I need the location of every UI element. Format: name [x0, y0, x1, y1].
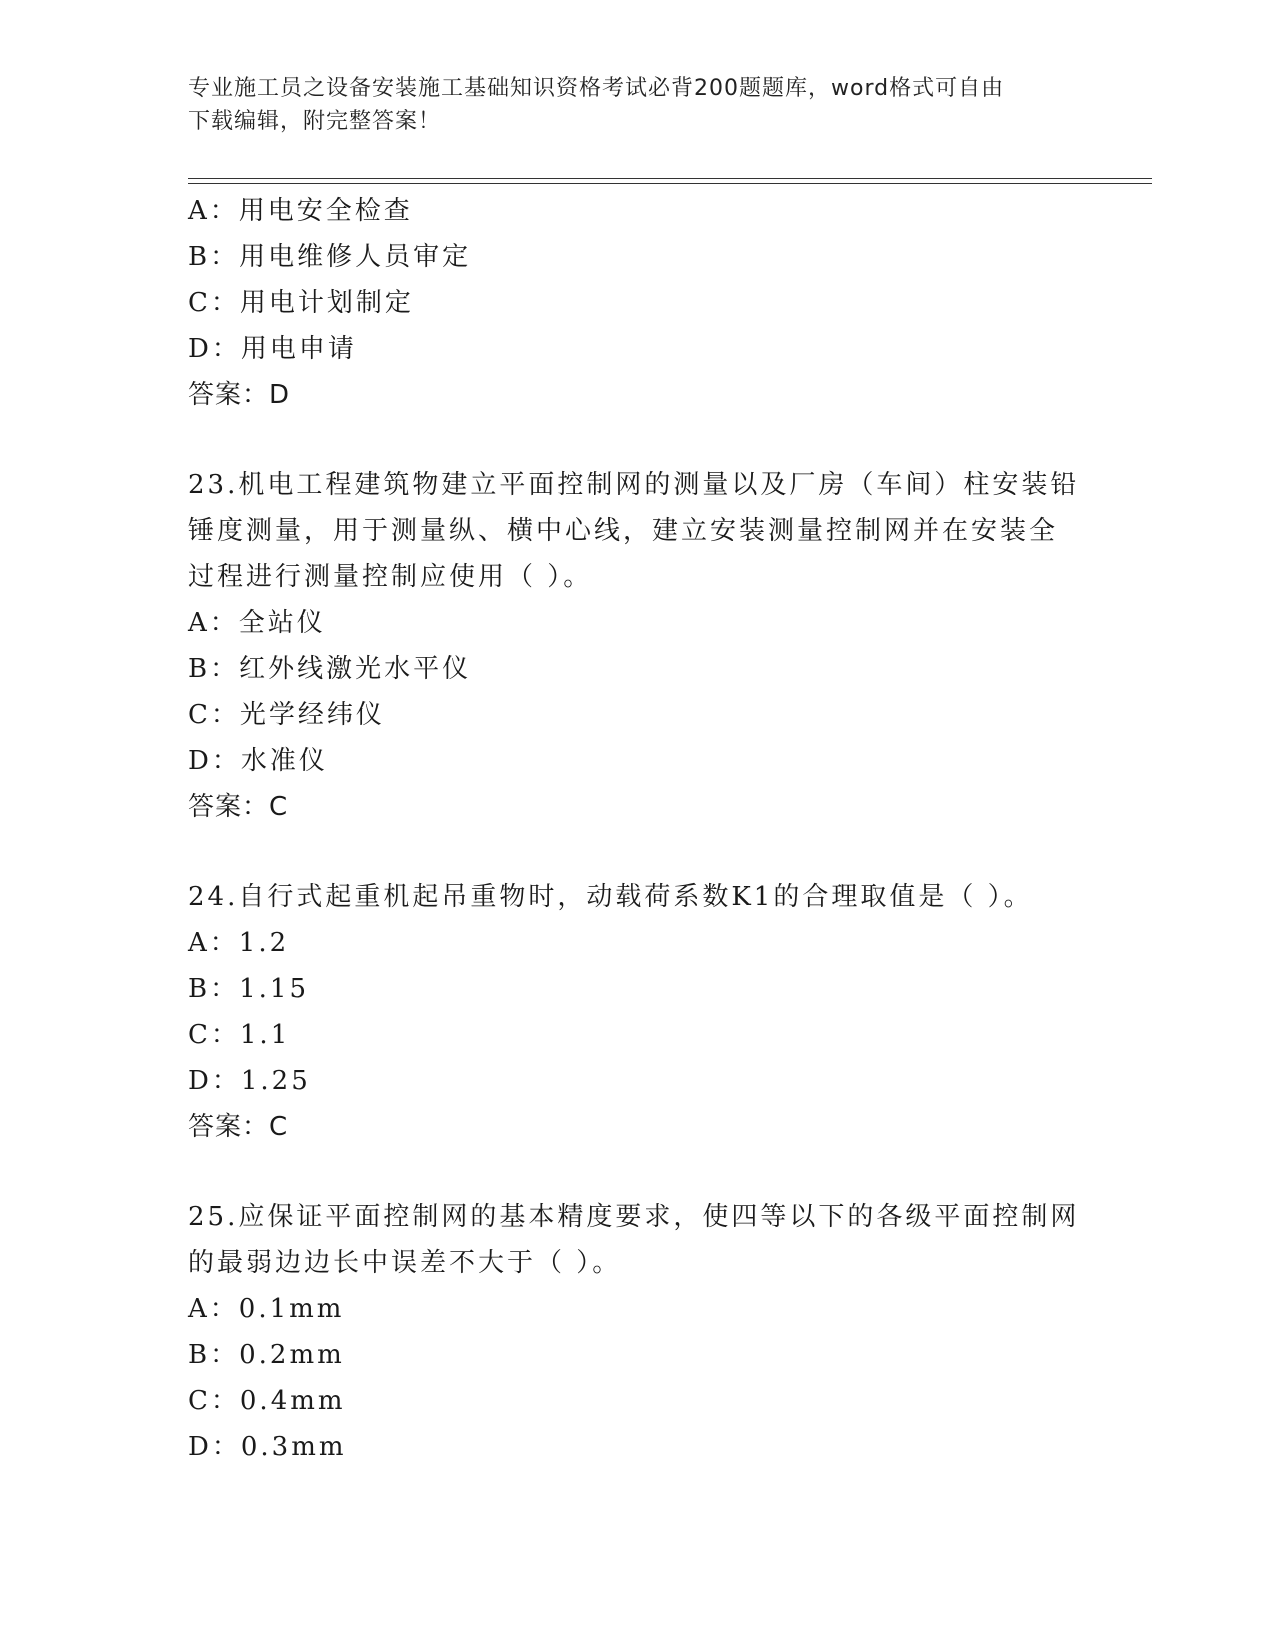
question-text-line: 25.应保证平面控制网的基本精度要求，使四等以下的各级平面控制网 [188, 1202, 1080, 1232]
option-d: D：0.3mm [188, 1432, 347, 1462]
header-line-2: 下载编辑，附完整答案！ [188, 109, 442, 134]
spacer [188, 830, 1088, 874]
answer: 答案：C [188, 792, 289, 822]
header-line-1: 专业施工员之设备安装施工基础知识资格考试必背200题题库，word格式可自由 [188, 76, 1005, 101]
option-a: A：全站仪 [188, 608, 326, 638]
question-22 [188, 188, 1088, 418]
header-divider-bottom [188, 183, 1152, 184]
option-d: D：水准仪 [188, 746, 328, 776]
option-b: B：1.15 [188, 974, 309, 1004]
option-b: B：红外线激光水平仪 [188, 654, 472, 684]
option-c: C：用电计划制定 [188, 288, 414, 318]
option-d: D：1.25 [188, 1066, 311, 1096]
option-a: A：0.1mm [188, 1294, 345, 1324]
spacer [188, 418, 1088, 462]
question-text-line: 锤度测量，用于测量纵、横中心线，建立安装测量控制网并在安装全 [188, 516, 1059, 546]
answer: 答案：D [188, 380, 291, 410]
question-text-line: 23.机电工程建筑物建立平面控制网的测量以及厂房（车间）柱安装铅 [188, 470, 1080, 500]
option-c: C：光学经纬仪 [188, 700, 385, 730]
header-divider-top [188, 178, 1152, 179]
answer: 答案：C [188, 1112, 289, 1142]
question-25 [188, 1194, 1088, 1470]
option-a: A：用电安全检查 [188, 196, 413, 226]
question-list [188, 188, 1088, 1470]
option-b: B：用电维修人员审定 [188, 242, 472, 272]
question-24 [188, 874, 1088, 1150]
option-d: D：用电申请 [188, 334, 357, 364]
spacer [188, 1150, 1088, 1194]
question-text-line: 的最弱边边长中误差不大于（ ）。 [188, 1248, 622, 1278]
question-text-line: 过程进行测量控制应使用（ ）。 [188, 562, 593, 592]
option-c: C：1.1 [188, 1020, 291, 1050]
question-text-line: 24.自行式起重机起吊重物时，动载荷系数K1的合理取值是（ ）。 [188, 882, 1033, 912]
option-b: B：0.2mm [188, 1340, 345, 1370]
question-23 [188, 462, 1088, 830]
option-c: C：0.4mm [188, 1386, 346, 1416]
option-a: A：1.2 [188, 928, 290, 958]
document-header [188, 72, 1088, 138]
